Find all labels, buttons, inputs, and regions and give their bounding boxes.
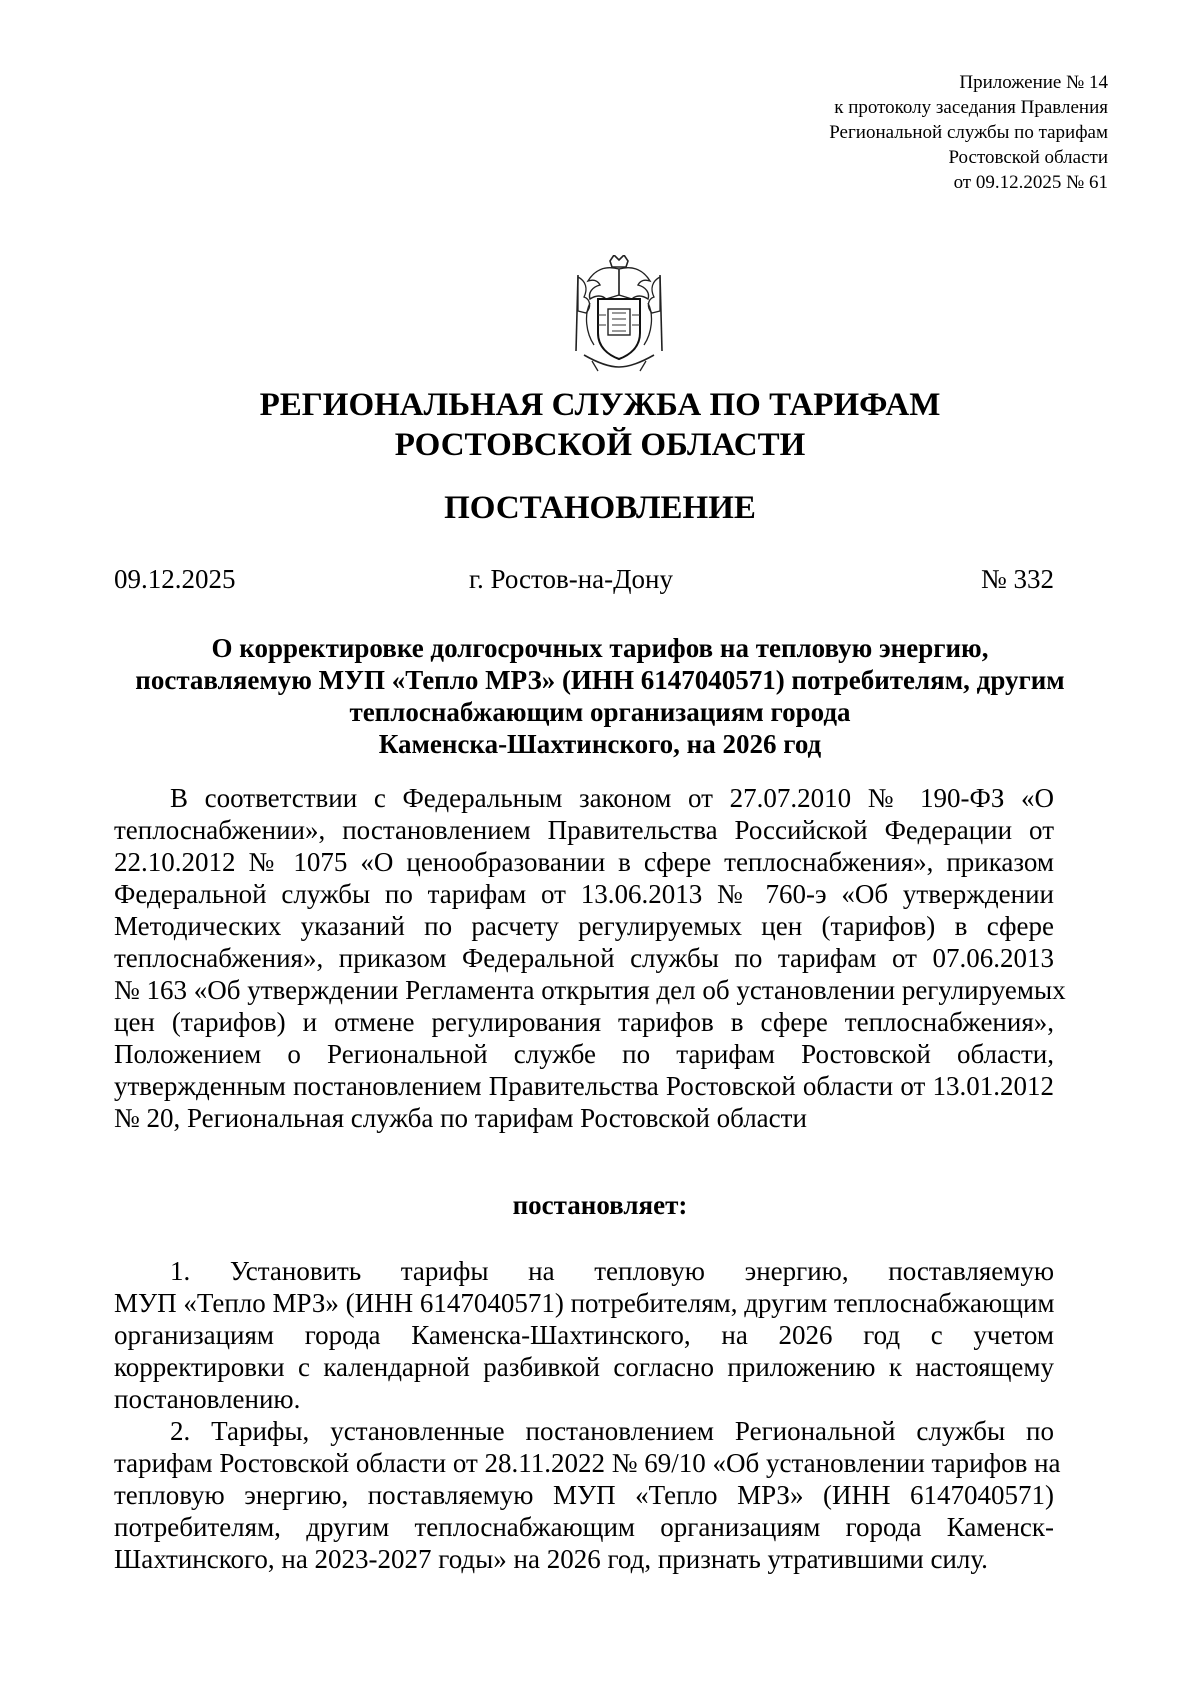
appendix-line: Приложение № 14 <box>959 72 1108 93</box>
appendix-note <box>588 70 1108 195</box>
preamble-line: 22.10.2012 № 1075 «О ценообразовании в сфере теплоснабжения», приказом <box>114 847 1054 877</box>
appendix-line: к протоколу заседания Правления <box>834 97 1108 118</box>
document-type: ПОСТАНОВЛЕНИЕ <box>444 490 756 526</box>
appendix-line: от 09.12.2025 № 61 <box>953 172 1108 193</box>
organization-title-line: РОСТОВСКОЙ ОБЛАСТИ <box>394 427 806 463</box>
subject-line: О корректировке долгосрочных тарифов на тепловую энергию, <box>211 633 989 663</box>
resolution-clauses <box>114 1255 1061 1575</box>
clause-2-line: тарифам Ростовской области от 28.11.2022 № 69/10 «Об установлении тарифов на <box>114 1448 1061 1478</box>
document-number: № 332 <box>980 564 1054 594</box>
preamble-line: цен (тарифов) и отмене регулирования тарифов в сфере теплоснабжения», <box>114 1007 1054 1037</box>
document-meta <box>114 563 1054 595</box>
preamble-line: теплоснабжения», приказом Федеральной службы по тарифам от 07.06.2013 <box>114 943 1054 973</box>
clause-2-line: Шахтинского, на 2023-2027 годы» на 2026 год, признать утратившими силу. <box>114 1544 988 1574</box>
subject-line: теплоснабжающим организациям города <box>349 697 851 727</box>
preamble-paragraph <box>114 782 1066 1134</box>
clause-2-line: тепловую энергию, поставляемую МУП «Тепло МРЗ» (ИНН 6147040571) <box>114 1480 1054 1510</box>
clause-1-line: 1. Установить тарифы на тепловую энергию, поставляемую <box>170 1256 1054 1286</box>
clause-1-line: корректировки с календарной разбивкой согласно приложению к настоящему <box>114 1352 1054 1382</box>
preamble-line: Положением о Региональной службе по тарифам Ростовской области, <box>114 1039 1054 1069</box>
document-city: г. Ростов-на-Дону <box>469 564 674 594</box>
preamble-line: Федеральной службы по тарифам от 13.06.2013 № 760-э «Об утверждении <box>114 879 1054 909</box>
resolves-heading: постановляет: <box>512 1190 688 1220</box>
subject-line: поставляемую МУП «Тепло МРЗ» (ИНН 6147040571) потребителям, другим <box>135 665 1065 695</box>
clause-2-line: 2. Тарифы, установленные постановлением Региональной службы по <box>170 1416 1054 1446</box>
organization-title-line: РЕГИОНАЛЬНАЯ СЛУЖБА ПО ТАРИФАМ <box>259 387 941 423</box>
clause-1-line: организациям города Каменска-Шахтинского, на 2026 год с учетом <box>114 1320 1054 1350</box>
document-subject <box>100 632 1100 760</box>
preamble-line: Методических указаний по расчету регулируемых цен (тарифов) в сфере <box>114 911 1054 941</box>
preamble-line: № 20, Региональная служба по тарифам Ростовской области <box>114 1103 807 1133</box>
clause-1-line: постановлению. <box>114 1384 301 1414</box>
appendix-line: Региональной службы по тарифам <box>829 122 1108 143</box>
preamble-line: В соответствии с Федеральным законом от 27.07.2010 № 190-ФЗ «О <box>170 783 1054 813</box>
preamble-line: утвержденным постановлением Правительства Ростовской области от 13.01.2012 <box>114 1071 1054 1101</box>
organization-title <box>100 385 1100 465</box>
clause-1-line: МУП «Тепло МРЗ» (ИНН 6147040571) потребителям, другим теплоснабжающим <box>114 1288 1055 1318</box>
coat-of-arms-icon <box>568 255 670 373</box>
appendix-line: Ростовской области <box>948 147 1108 168</box>
clause-2-line: потребителям, другим теплоснабжающим организациям города Каменск- <box>114 1512 1054 1542</box>
document-date: 09.12.2025 <box>114 564 236 594</box>
subject-line: Каменска-Шахтинского, на 2026 год <box>378 729 822 759</box>
preamble-line: теплоснабжении», постановлением Правительства Российской Федерации от <box>114 815 1054 845</box>
preamble-line: № 163 «Об утверждении Регламента открытия дел об установлении регулируемых <box>114 975 1066 1005</box>
